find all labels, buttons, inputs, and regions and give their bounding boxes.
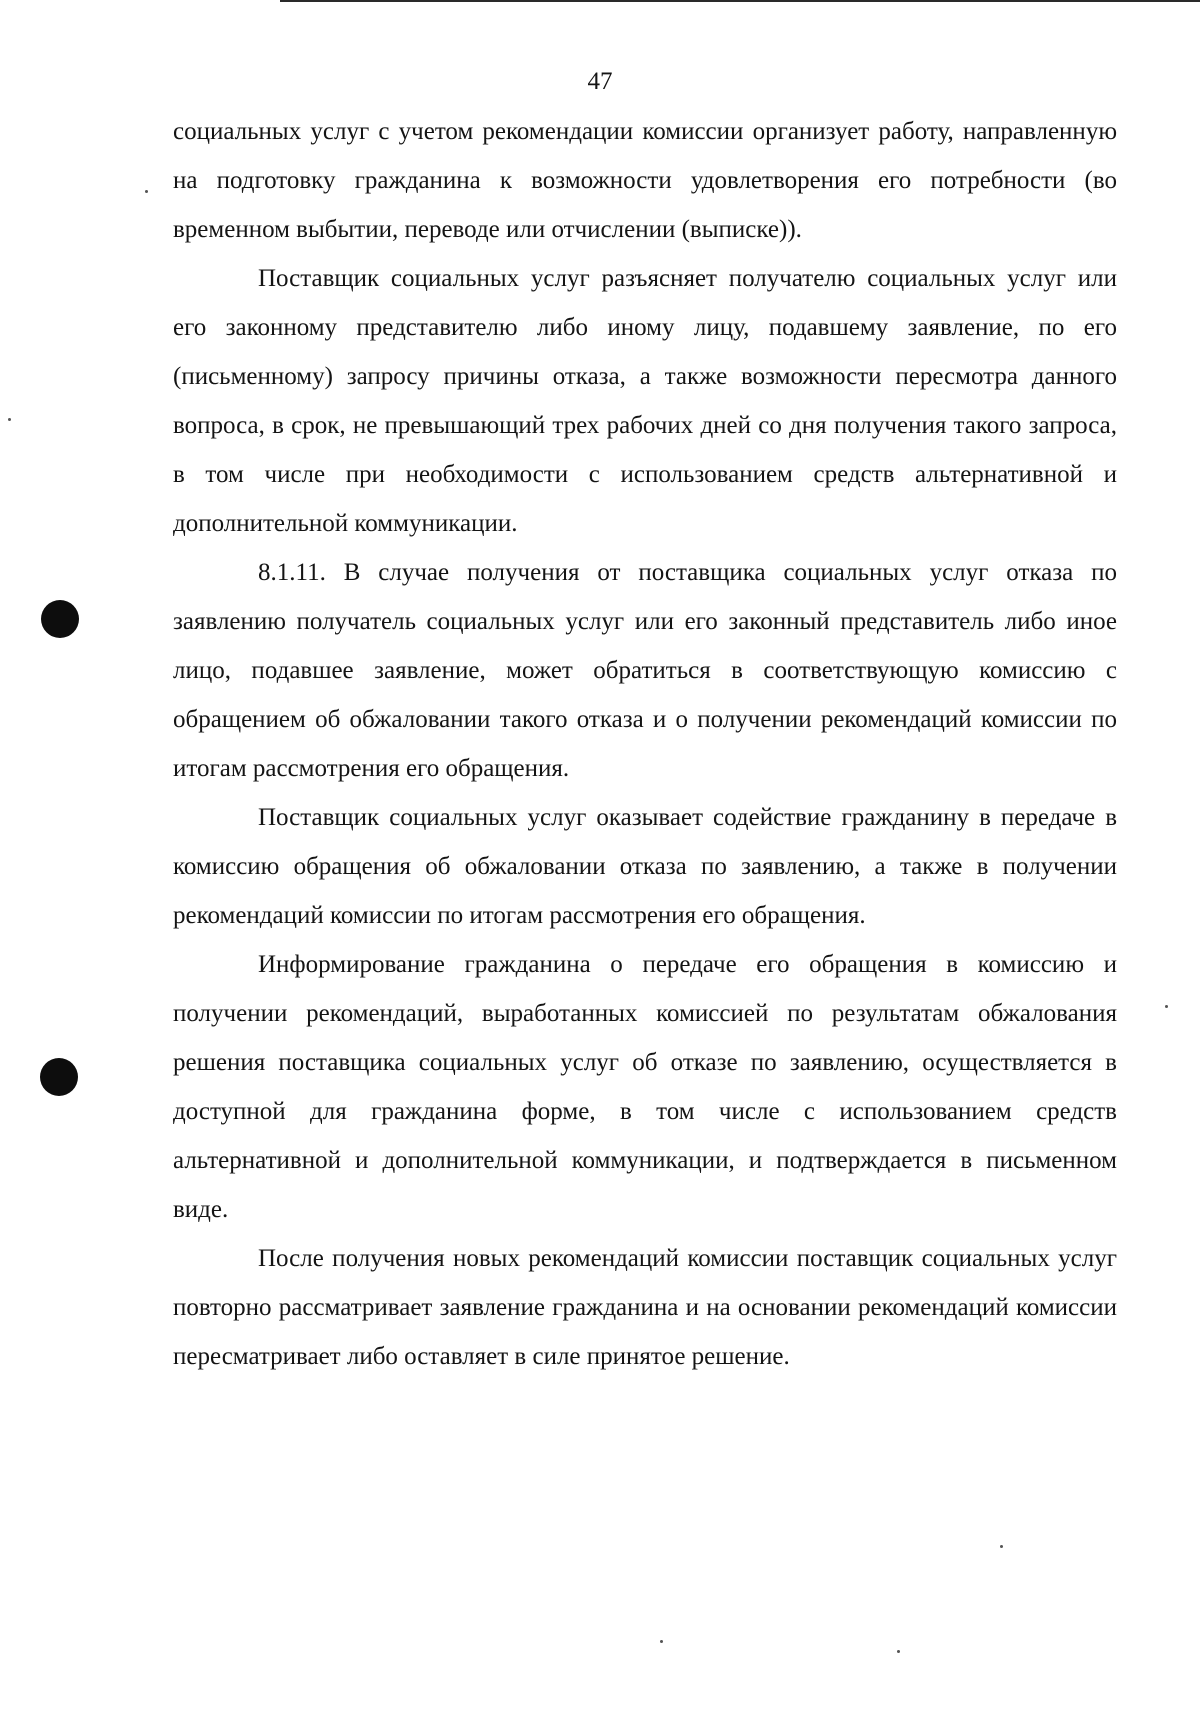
scan-speck	[8, 418, 11, 421]
page-number: 47	[587, 68, 613, 95]
paragraph-continuation: социальных услуг с учетом рекомендации комиссии организует работу, направленную на подготовку гражданина к возможности удовлетворения его потребности (во временном выбытии, переводе или отчислении (выписке)).	[173, 118, 1117, 243]
paragraph-provider-explains-refusal: Поставщик социальных услуг разъясняет получателю социальных услуг или его законному представителю либо иному лицу, подавшему заявление, по его (письменному) запросу причины отказа, а также возможности пересмотра данного вопроса, в срок, не превышающий трех рабочих дней со дня получения такого запроса, в том числе при необходимости с использованием средств альтернативной и дополнительной коммуникации.	[173, 265, 1117, 537]
paragraph-informing-citizen: Информирование гражданина о передаче его обращения в комиссию и получении рекомендаций, выработанных комиссией по результатам обжалования решения поставщика социальных услуг об отказе по заявлению, осуществляется в доступной для гражданина форме, в том числе с использованием средств альтернативной и дополнительной коммуникации, и подтверждается в письменном виде.	[173, 951, 1117, 1223]
paragraph-provider-assists: Поставщик социальных услуг оказывает содействие гражданину в передаче в комиссию обращения об обжаловании отказа по заявлению, а также в получении рекомендаций комиссии по итогам рассмотрения его обращения.	[173, 804, 1117, 929]
scan-speck	[660, 1640, 663, 1643]
scan-top-border	[280, 0, 1200, 2]
scan-speck	[1165, 1005, 1168, 1008]
document-body	[173, 107, 1117, 1381]
scan-speck	[897, 1650, 900, 1653]
punch-hole-mark	[41, 600, 79, 638]
paragraph-clause-8-1-11: 8.1.11. В случае получения от поставщика социальных услуг отказа по заявлению получатель социальных услуг или его законный представитель либо иное лицо, подавшее заявление, может обратиться в соответствующую комиссию с обращением об обжаловании такого отказа и о получении рекомендаций комиссии по итогам рассмотрения его обращения.	[173, 559, 1117, 782]
paragraph-after-new-recommendations: После получения новых рекомендаций комиссии поставщик социальных услуг повторно рассматривает заявление гражданина и на основании рекомендаций комиссии пересматривает либо оставляет в силе принятое решение.	[173, 1245, 1117, 1370]
scan-speck	[145, 190, 148, 193]
scan-speck	[1000, 1545, 1003, 1548]
punch-hole-mark	[40, 1058, 78, 1096]
